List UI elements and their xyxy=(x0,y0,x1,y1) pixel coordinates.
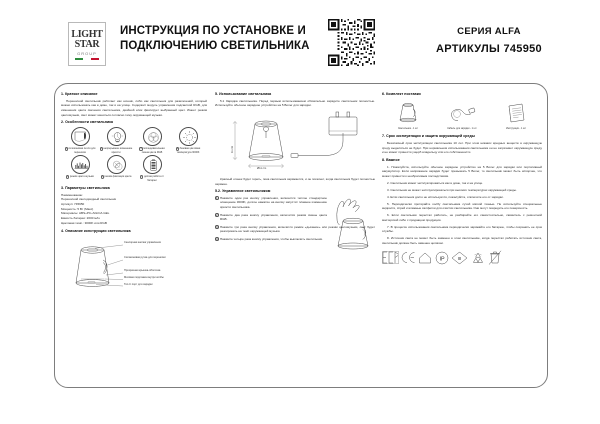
lamp-label: Матовая подложка внутри колбы xyxy=(124,275,164,279)
package-caption: Кабель для зарядки - 1 шт xyxy=(447,126,477,130)
important-item: 7. В процессе использования светильника периодически заряжайте его батарею, чтобы сохранить ее срок службы. xyxy=(382,224,542,234)
series-label: СЕРИЯ ALFA xyxy=(457,26,521,37)
package-item xyxy=(492,101,540,125)
spec-row: Наименование: xyxy=(61,192,83,197)
section-5-heading: 5. Использование светильника xyxy=(215,92,272,96)
feature-caption xyxy=(172,147,205,154)
certification-icons xyxy=(382,250,542,265)
lamp-icon xyxy=(395,101,421,125)
section-7-heading: 7. Срок эксплуатации и защита окружающей среды xyxy=(382,134,475,139)
step-item xyxy=(215,213,327,222)
section-5-2-body xyxy=(215,196,375,242)
sun-warm-icon xyxy=(179,127,198,146)
section-7-paragraph: Безопасный срок эксплуатации светильника 10 лет. При этом никаких вредных веществ в окружающую среду выделяться не будет. При нормальном использовании светильника он не загрязняет окружающую среду и не может принести ущерб владельцу или его собственности. xyxy=(382,141,542,155)
column-right xyxy=(382,92,542,265)
feature-caption xyxy=(64,175,97,179)
class-three-icon xyxy=(451,251,468,265)
logo-line-2: STAR xyxy=(74,39,100,50)
step-number: 2 xyxy=(216,213,218,217)
weee-icon xyxy=(488,250,502,265)
step-text: Нажмите один раз кнопку управления, включится теплое стандартное освещение 3000K, долгое нажатие на кнопку запустит плавное изменение яркости светильника. xyxy=(219,195,327,209)
dimension-width: Ø11 cm xyxy=(257,167,267,171)
lamp-label: Силиконовая ручка для переноски xyxy=(124,255,166,259)
feature-caption xyxy=(64,147,97,154)
ip-rating-icon xyxy=(435,251,449,265)
hand-holding-lamp-illustration xyxy=(327,196,375,254)
logo-line-1: LIGHT xyxy=(71,29,103,40)
section-1-heading: 1. Краткое описание xyxy=(61,92,98,96)
feature-caption xyxy=(100,147,133,154)
dimension-height: 11 cm xyxy=(231,146,234,154)
ce-icon xyxy=(401,250,416,265)
section-5-1-body: Перед первым использованием обязательно зарядите светильник полностью. Используйте обычное зарядное устройство на 5 Вольт для зарядки. xyxy=(215,98,375,108)
instruction-panel xyxy=(54,83,548,388)
section-6-heading: 6. Комплект поставки xyxy=(382,92,421,96)
music-wave-icon xyxy=(71,155,90,174)
feature-number: 2 xyxy=(100,148,102,151)
section-5-1-heading: 5.1 Зарядка светильника. xyxy=(220,98,258,103)
section-5-1-text xyxy=(215,99,375,108)
package-caption: Светильник - 1 шт xyxy=(397,126,419,130)
feature-item xyxy=(99,127,133,154)
brand-logo xyxy=(68,22,106,66)
feature-number: 3 xyxy=(140,148,142,151)
feature-text: режим цвето-музыки xyxy=(69,174,94,178)
section-8-heading: 8. Важное xyxy=(382,157,400,162)
logo-group-text: GROUP xyxy=(77,51,97,56)
package-item xyxy=(384,101,432,125)
handle-loop-icon xyxy=(71,127,90,146)
step-number: 3 xyxy=(216,226,218,230)
feature-item xyxy=(63,155,97,182)
feature-item xyxy=(63,127,97,154)
section-2-heading: 2. Особенности светильника xyxy=(61,120,114,125)
step-item xyxy=(215,196,327,210)
feature-icon-grid xyxy=(63,127,205,182)
product-identification xyxy=(404,26,574,55)
lamp-construction-diagram xyxy=(61,236,203,298)
important-item: 1. Пожалуйста, используйте обычное зарядное устройство на 5 Вольт для зарядки или портативный аккумулятор. Если напряжение зарядки будет превышать 5 Вольт, то светильник может быть испорчен, что может привести к необратимым последствиям. xyxy=(382,164,542,178)
feature-number: 4 xyxy=(176,148,179,151)
feature-item xyxy=(135,155,169,182)
column-left xyxy=(61,92,207,298)
spec-row: Мощность: 5 Вт (Макс) xyxy=(61,206,94,211)
step-text: Нажмите четыре раза кнопку управления, чтобы выключить светильник. xyxy=(219,236,323,241)
manual-icon xyxy=(504,101,528,125)
feature-number: 6 xyxy=(101,176,103,179)
column-middle xyxy=(215,92,375,244)
recycle-icon xyxy=(470,251,486,265)
rgb-color-icon xyxy=(143,127,162,146)
feature-text: режим фиксации цвета xyxy=(104,174,132,178)
lamp-label: Сенсорная кнопка управления xyxy=(124,240,161,244)
feature-text: последовательная смена цвета RGB xyxy=(141,147,165,154)
section-1-paragraph: Переносной светильник работает как ночник, либо как светильник для развлечений, который можно использовать как в доме, так и на улице. Содержит модуль управления подсветкой RGB, для изменения цвета свечения светильника, двойной клик фиксирует выбранный цвет. Имеет режим цветомузыки, свет может меняться согласно тему окружающей музыки. xyxy=(61,98,207,117)
package-captions xyxy=(382,127,542,131)
italy-flag-icon xyxy=(75,58,99,60)
step-text: Нажмите три раза кнопку управления, включится режим «дыхание» или режим цветомузыки, свет будет реагировать на темп окружающей музыки. xyxy=(219,224,375,234)
section-5-2-heading: 5.2. Управление светильником xyxy=(215,189,271,194)
important-item: 3. Светильник не может эксплуатироваться при высоких температурах окружающей среды. xyxy=(387,187,517,192)
svg-text:III: III xyxy=(457,255,462,261)
feature-number: 1 xyxy=(65,148,67,151)
package-item xyxy=(438,103,486,125)
page-title: ИНСТРУКЦИЯ ПО УСТАНОВКЕ И ПОДКЛЮЧЕНИЮ СВЕТИЛЬНИКА xyxy=(120,25,310,53)
package-caption: Инструкция - 1 шт xyxy=(505,126,526,130)
specifications-list xyxy=(61,193,207,226)
feature-item xyxy=(99,155,133,182)
spec-row: Переносной светодиодный светильник xyxy=(61,197,116,202)
svg-text:IP: IP xyxy=(439,256,445,263)
step-text: Нажмите два раза кнопку управления, включится режим смены цвета RGB. xyxy=(219,212,327,222)
eac-icon xyxy=(382,250,399,265)
spec-row: Материалы: ABS+PC+SILICA GEL xyxy=(61,211,110,216)
important-item: 6. Если светильник перестал работать, не разбирайте его самостоятельно, свяжитесь с ремонтной мастерской либо с продавцом продукции. xyxy=(382,213,542,222)
step-number: 4 xyxy=(216,238,218,242)
spec-row: Артикул: 745950 xyxy=(61,202,85,207)
lamp-label: Прозрачная крышка-оболочка xyxy=(124,268,161,272)
feature-item xyxy=(171,127,205,154)
important-item: 5. Периодически протирайте колбу светильника сухой мягкой тканью. Не используйте специальные жидкости, спрей и влажные салфетки для очистки светильника. Они могут повредить его поверхность. xyxy=(382,201,542,211)
color-lock-icon xyxy=(107,155,126,174)
spec-row: Емкость батареи: 2000 мАч xyxy=(61,216,101,221)
article-label: АРТИКУЛЫ 745950 xyxy=(436,43,542,55)
step-number: 1 xyxy=(216,197,218,201)
feature-text: базовая цветовая температура 3000K xyxy=(176,147,201,154)
section-4-heading: 4. Описание конструкции светильника xyxy=(61,228,131,233)
feature-number: 7 xyxy=(141,176,143,179)
indoor-use-icon xyxy=(418,251,432,265)
section-3-heading: 3. Параметры светильника xyxy=(61,185,110,190)
feature-text: силиконовая петля для переноски xyxy=(68,147,96,154)
qr-code-icon xyxy=(328,19,375,66)
cable-icon xyxy=(448,103,476,125)
important-item: 8. Источник света не может быть заменен в этом светильнике, когда перестал работать источник света, светильник должен быть заменен целиком. xyxy=(382,236,542,245)
package-contents-row xyxy=(384,99,540,125)
feature-caption xyxy=(100,175,133,179)
feature-caption xyxy=(136,175,169,182)
spec-row: Цветовая темп.: 3000K или RGB xyxy=(61,220,107,225)
charging-diagram xyxy=(215,111,373,175)
feature-number: 5 xyxy=(67,176,69,179)
feature-text: непрерывное изменение яркости xyxy=(103,147,133,154)
feature-caption xyxy=(136,147,169,154)
section-5-1-note: Красный огонек будет гореть, пока светильник заряжается, и он погаснет, когда светильник будет полностью заряжен. xyxy=(215,177,375,186)
lamp-label: Тип-С порт для зарядки xyxy=(124,282,153,286)
page-header xyxy=(0,0,600,88)
brightness-bulb-icon xyxy=(107,127,126,146)
important-item: 4. Если светильник долго не используется, пожалуйста, отключите его от зарядки. xyxy=(387,194,504,199)
feature-item xyxy=(135,127,169,154)
feature-text: долгая работа от батареи xyxy=(144,174,164,182)
battery-icon xyxy=(143,155,162,174)
important-item: 2. Светильник может эксплуатироваться как в доме, так и на улице. xyxy=(387,180,484,185)
